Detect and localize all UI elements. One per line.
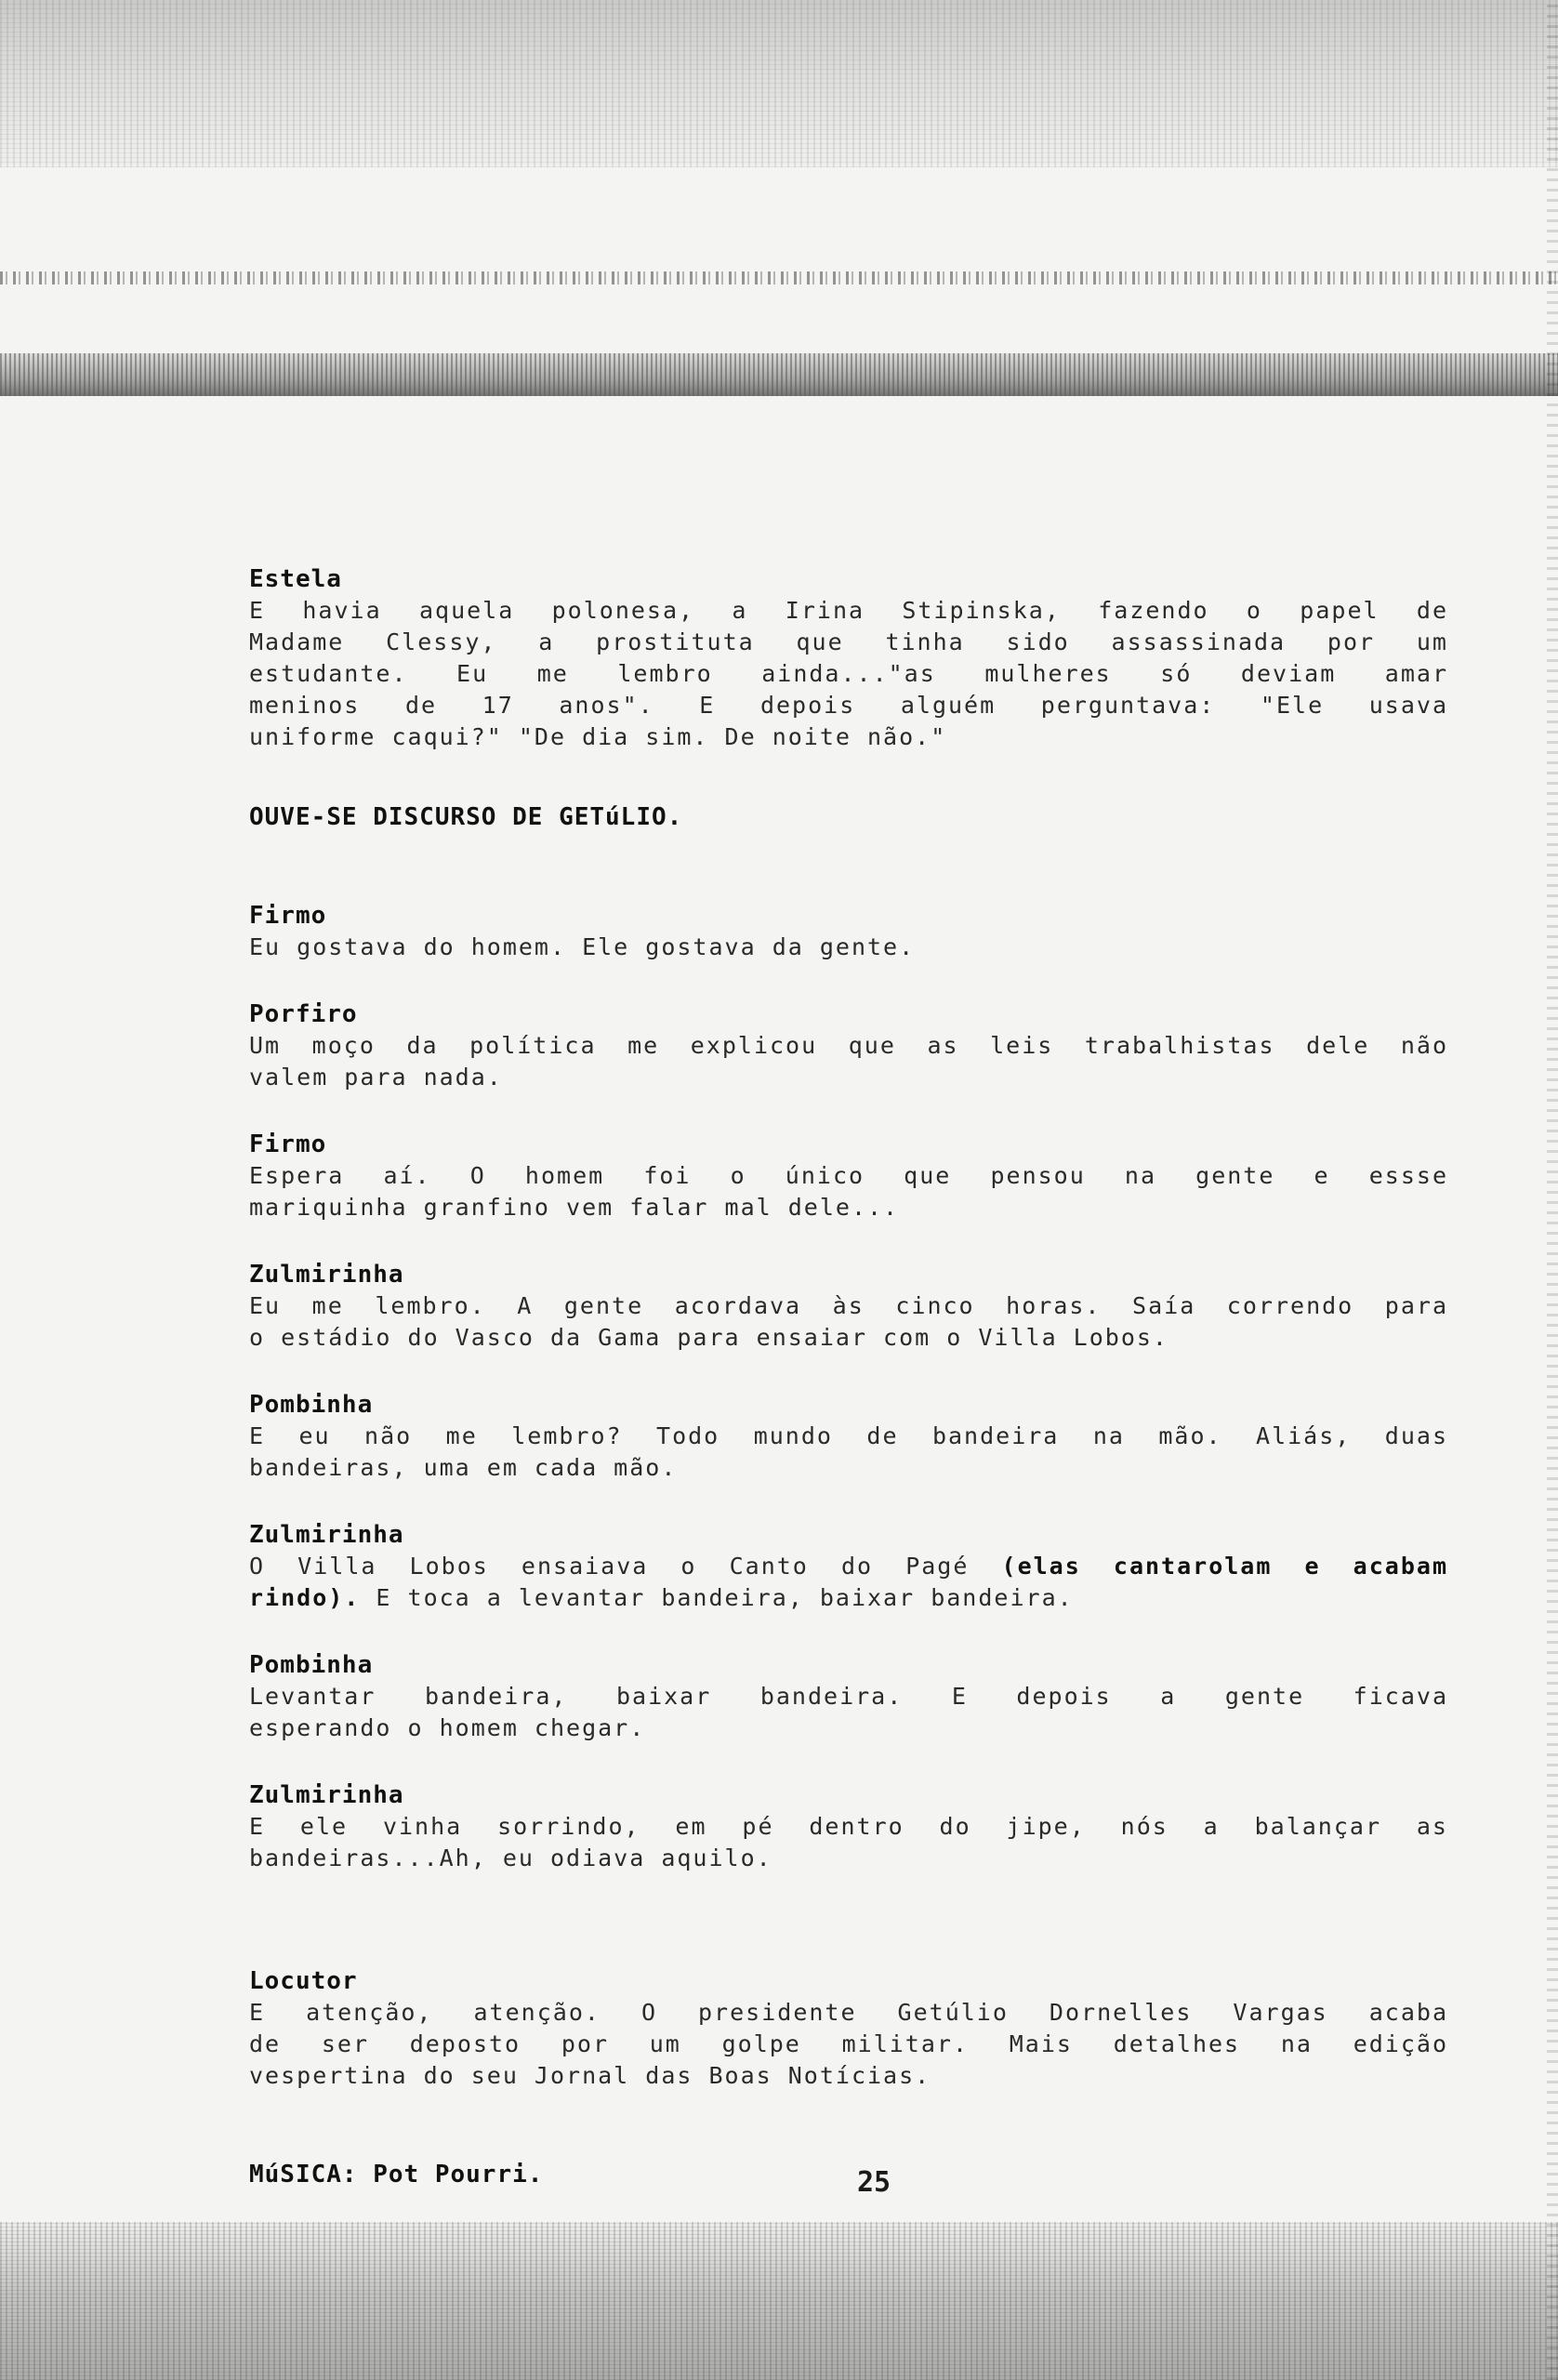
speaker-name: Pombinha: [249, 1651, 374, 1679]
inline-stage-direction: rindo).: [249, 1584, 361, 1611]
speaker-name: Pombinha: [249, 1391, 374, 1419]
dialogue-line: E atenção, atenção. O presidente Getúlio Dornelles Vargas acaba: [249, 1999, 1448, 2026]
dialogue-line: vespertina do seu Jornal das Boas Notícias.: [249, 2062, 931, 2089]
dialogue-line: E eu não me lembro? Todo mundo de bandeira na mão. Aliás, duas: [249, 1422, 1448, 1449]
speaker-name: Firmo: [249, 1130, 327, 1158]
scan-noise-top: [0, 0, 1558, 167]
dialogue-line: E havia aquela polonesa, a Irina Stipinska, fazendo o papel de: [249, 597, 1448, 624]
dialogue-line: valem para nada.: [249, 1064, 503, 1091]
dialogue-line: uniforme caqui?" "De dia sim. De noite não.": [249, 723, 947, 750]
dialogue-line: bandeiras...Ah, eu odiava aquilo.: [249, 1844, 772, 1871]
speaker-name: Zulmirinha: [249, 1521, 404, 1549]
dialogue-block-zulmirinha: [249, 1259, 1448, 1354]
scan-noise-line: [0, 271, 1558, 284]
dialogue-block-zulmirinha: [249, 1779, 1448, 1874]
dialogue-block-firmo: [249, 1129, 1448, 1223]
page-number: 25: [857, 2166, 891, 2199]
speaker-name: Zulmirinha: [249, 1261, 404, 1289]
dialogue-line: Eu me lembro. A gente acordava às cinco horas. Saía correndo para: [249, 1292, 1448, 1319]
dialogue-line: de ser deposto por um golpe militar. Mais detalhes na edição: [249, 2030, 1448, 2057]
dialogue-line: bandeiras, uma em cada mão.: [249, 1454, 678, 1481]
dialogue-line: mariquinha granfino vem falar mal dele...: [249, 1194, 900, 1221]
dialogue-line: [249, 1551, 1448, 1582]
stage-direction: [249, 2159, 1448, 2190]
dialogue-line: Espera aí. O homem foi o único que pensou na gente e essse: [249, 1162, 1448, 1189]
scan-noise-band: [0, 353, 1558, 396]
dialogue-block-estela: [249, 563, 1448, 753]
dialogue-line: [249, 1582, 1448, 1614]
dialogue-block-firmo: [249, 900, 1448, 963]
speaker-name: Zulmirinha: [249, 1781, 404, 1809]
dialogue-block-locutor: [249, 1965, 1448, 2092]
dialogue-line: meninos de 17 anos". E depois alguém perguntava: "Ele usava: [249, 692, 1448, 719]
dialogue-text: E toca a levantar bandeira, baixar bandeira.: [360, 1584, 1074, 1611]
dialogue-line: Eu gostava do homem. Ele gostava da gente.: [249, 933, 916, 960]
speaker-name: Estela: [249, 565, 342, 593]
speaker-name: Locutor: [249, 1967, 358, 1995]
dialogue-line: o estádio do Vasco da Gama para ensaiar com o Villa Lobos.: [249, 1324, 1168, 1351]
stage-direction: [249, 801, 1448, 833]
dialogue-block-porfiro: [249, 998, 1448, 1093]
speaker-name: Porfiro: [249, 1000, 358, 1028]
dialogue-line: esperando o homem chegar.: [249, 1714, 646, 1741]
dialogue-line: Levantar bandeira, baixar bandeira. E depois a gente ficava: [249, 1683, 1448, 1710]
stage-direction-text: MúSICA: Pot Pourri.: [249, 2161, 544, 2188]
dialogue-line: Um moço da política me explicou que as leis trabalhistas dele não: [249, 1032, 1448, 1059]
dialogue-block-pombinha: [249, 1389, 1448, 1484]
dialogue-block-pombinha: [249, 1649, 1448, 1744]
stage-direction-text: OUVE-SE DISCURSO DE GETúLIO.: [249, 803, 683, 831]
dialogue-line: estudante. Eu me lembro ainda..."as mulheres só deviam amar: [249, 660, 1448, 687]
speaker-name: Firmo: [249, 902, 327, 930]
script-page: [249, 563, 1448, 2226]
scan-edge-right: [1547, 0, 1558, 2380]
scan-noise-bottom: [0, 2222, 1558, 2380]
dialogue-text: O Villa Lobos ensaiava o Canto do Pagé: [249, 1553, 1002, 1580]
inline-stage-direction: (elas cantarolam e acabam: [1001, 1553, 1448, 1580]
dialogue-line: Madame Clessy, a prostituta que tinha sido assassinada por um: [249, 628, 1448, 655]
dialogue-line: E ele vinha sorrindo, em pé dentro do jipe, nós a balançar as: [249, 1813, 1448, 1840]
dialogue-block-zulmirinha: [249, 1519, 1448, 1614]
